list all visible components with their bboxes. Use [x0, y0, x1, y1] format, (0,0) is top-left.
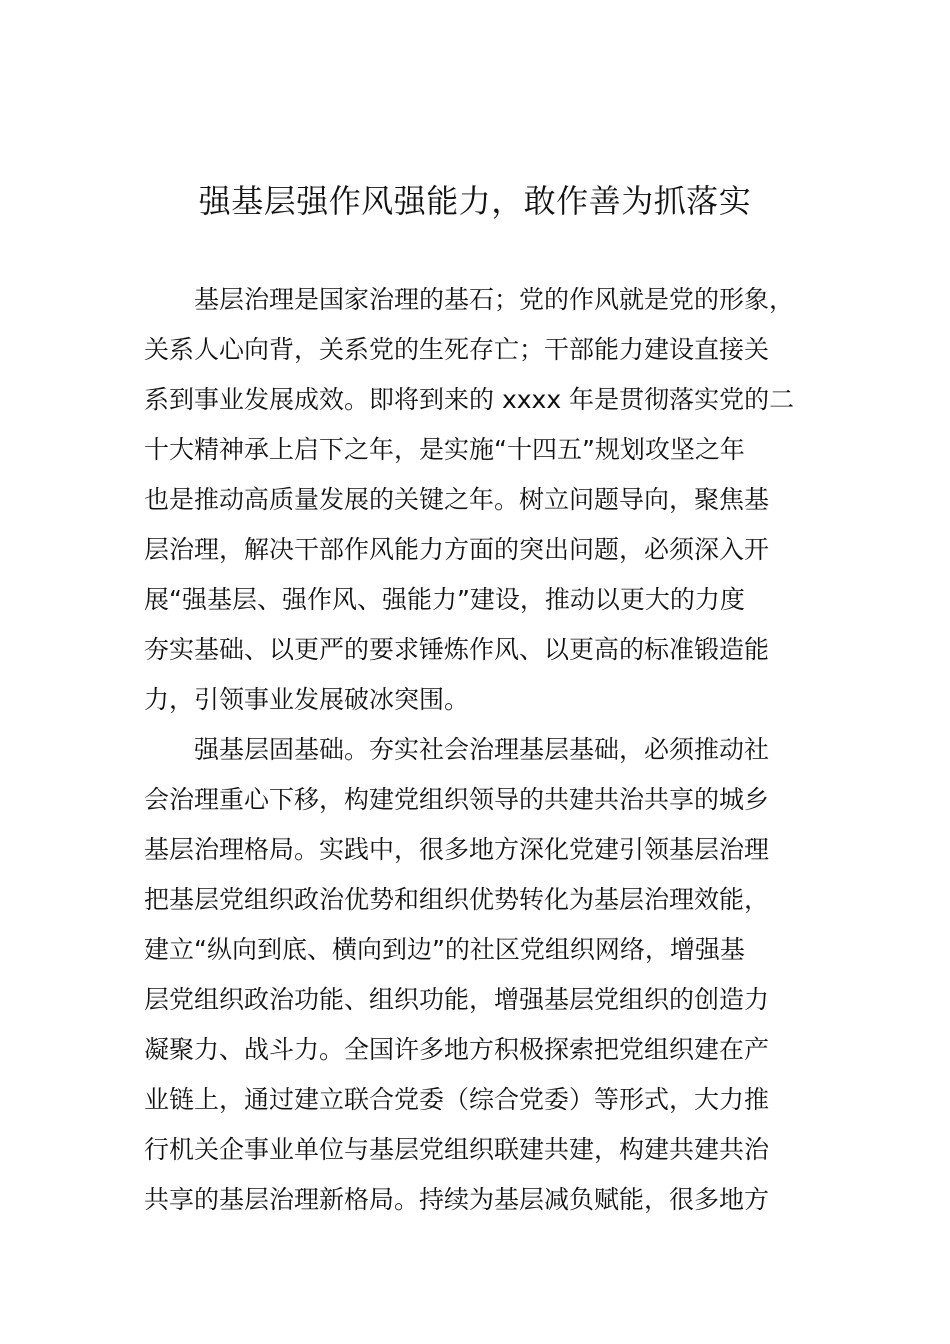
paragraph-line: 夯实基础、以更严的要求锤炼作风、以更高的标准锻造能 — [144, 635, 770, 664]
paragraph-line: 基层治理是国家治理的基石；党的作风就是党的形象， — [194, 285, 795, 314]
paragraph-line: 层治理，解决干部作风能力方面的突出问题，必须深入开 — [144, 535, 770, 564]
paragraph-line: 关系人心向背，关系党的生死存亡；干部能力建设直接关 — [144, 335, 770, 364]
paragraph-line: 把基层党组织政治优势和组织优势转化为基层治理效能， — [144, 885, 770, 914]
paragraph-line: 强基层固基础。夯实社会治理基层基础，必须推动社 — [194, 735, 770, 764]
paragraph-line: 也是推动高质量发展的关键之年。树立问题导向，聚焦基 — [144, 485, 770, 514]
paragraph-line: 力，引领事业发展破冰突围。 — [144, 685, 470, 714]
paragraph-line: 业链上，通过建立联合党委（综合党委）等形式，大力推 — [144, 1085, 770, 1114]
paragraph-2 — [144, 725, 814, 1225]
document-body — [144, 275, 814, 1225]
paragraph-line: 凝聚力、战斗力。全国许多地方积极探索把党组织建在产 — [144, 1035, 770, 1064]
paragraph-1 — [144, 275, 814, 725]
paragraph-line: 系到事业发展成效。即将到来的 xxxx 年是贯彻落实党的二 — [144, 385, 795, 414]
paragraph-line: 十大精神承上启下之年，是实施“十四五”规划攻坚之年 — [144, 435, 745, 464]
paragraph-line: 建立“纵向到底、横向到边”的社区党组织网络，增强基 — [144, 935, 745, 964]
paragraph-line: 行机关企事业单位与基层党组织联建共建，构建共建共治 — [144, 1135, 770, 1164]
paragraph-line: 基层治理格局。实践中，很多地方深化党建引领基层治理 — [144, 835, 770, 864]
paragraph-line: 层党组织政治功能、组织功能，增强基层党组织的创造力 — [144, 985, 770, 1014]
document-title: 强基层强作风强能力，敢作善为抓落实 — [198, 182, 752, 220]
paragraph-line: 共享的基层治理新格局。持续为基层减负赋能，很多地方 — [144, 1185, 770, 1214]
paragraph-line: 展“强基层、强作风、强能力”建设，推动以更大的力度 — [144, 585, 745, 614]
paragraph-line: 会治理重心下移，构建党组织领导的共建共治共享的城乡 — [144, 785, 770, 814]
